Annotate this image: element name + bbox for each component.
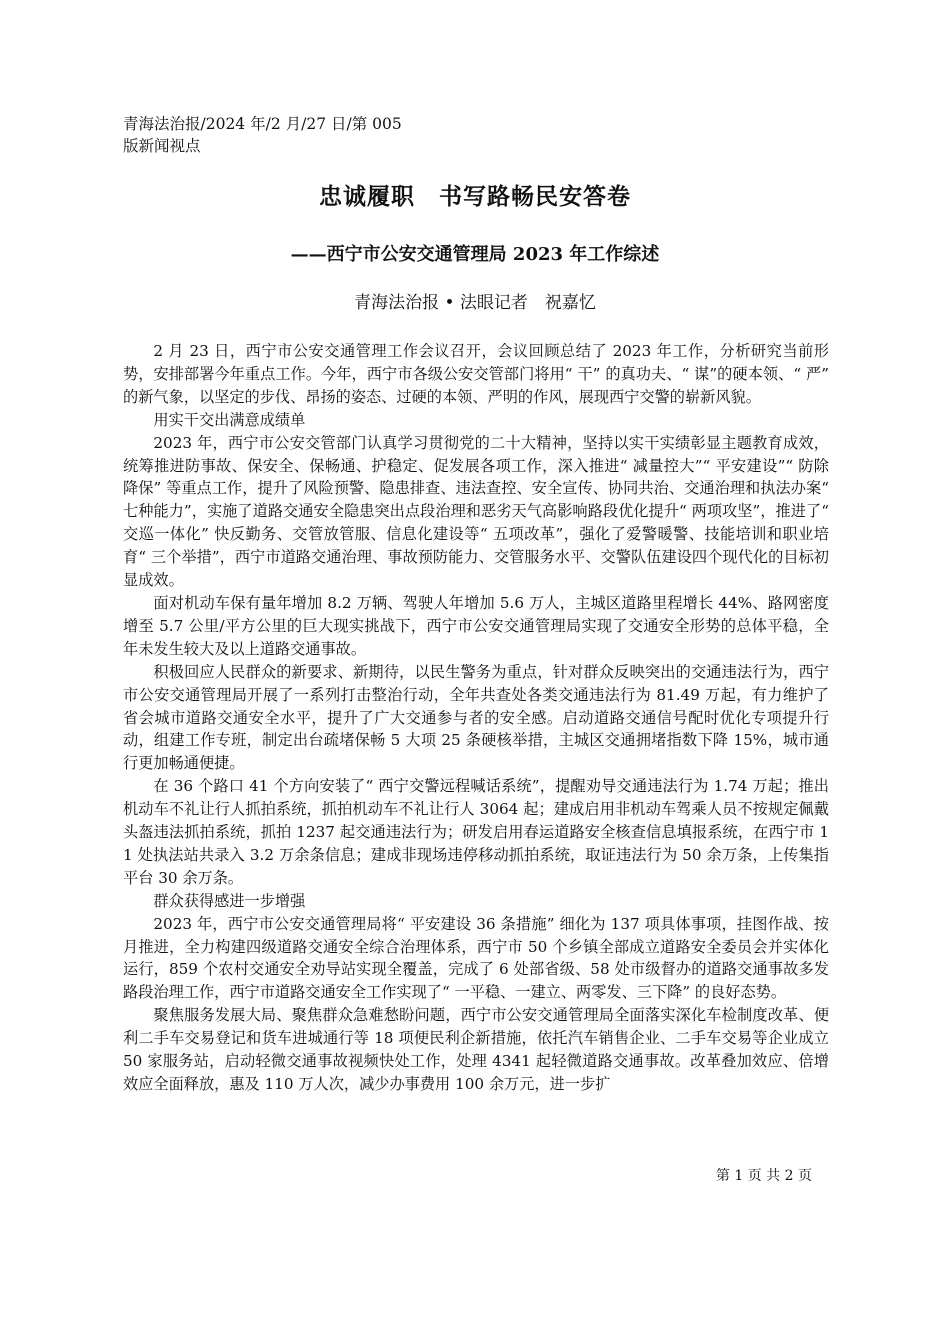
paragraph: 在 36 个路口 41 个方向安装了“ 西宁交警远程喊话系统”，提醒劝导交通违法行为 1.74 万起；推出机动车不礼让行人抓拍系统，抓拍机动车不礼让行人 3064 起；建成启用非机动车驾乘人员不按规定佩戴头盔违法抓拍系统，抓拍 1237 起交通违法行为；研发启用春运道路安全核查信息填报系统，在西宁市 11 处执法站共录入 3.2 万余条信息；建成非现场违停移动抓拍系统，取证违法行为 50 余万条，上传集指平台 30 余万条。 (123, 777, 829, 887)
paragraph: 面对机动车保有量年增加 8.2 万辆、驾驶人年增加 5.6 万人，主城区道路里程增长 44%、路网密度增至 5.7 公里/平方公里的巨大现实挑战下，西宁市公安交通管理局实现了交通安全形势的总体平稳，全年未发生较大及以上道路交通事故。 (123, 593, 829, 658)
section-heading-2: 群众获得感进一步增强 (153, 891, 306, 910)
paragraph-intro: 2 月 23 日，西宁市公安交通管理工作会议召开，会议回顾总结了 2023 年工作，分析研究当前形势，安排部署今年重点工作。今年，西宁市各级公安交管部门将用“ 干” 的真功夫、“ 谋”的硬本领、“ 严” 的新气象，以坚定的步伐、昂扬的姿态、过硬的本领、严明的作风，展现西宁交警的崭新风貌。 (123, 342, 829, 406)
section-heading-1: 用实干交出满意成绩单 (153, 410, 306, 429)
source-line-2: 版新闻视点 (123, 137, 201, 155)
paragraph: 2023 年，西宁市公安交通管理局将“ 平安建设 36 条措施” 细化为 137 项具体事项，挂图作战、按月推进，全力构建四级道路交通安全综合治理体系，西宁市 50 个乡镇全部成立道路安全委员会并实体化运行，859 个农村交通安全劝导站实现全覆盖，完成了 6 处部省级、58 处市级督办的道路交通事故多发路段治理工作，西宁市道路交通安全工作实现了“ 一平稳、一建立、两零发、三下降” 的良好态势。 (123, 914, 829, 1002)
paragraph: 聚焦服务发展大局、聚焦群众急难愁盼问题，西宁市公安交通管理局全面落实深化车检制度改革、便利二手车交易登记和货车进城通行等 18 项便民利企新措施，依托汽车销售企业、二手车交易等企业成立 50 家服务站，启动轻微交通事故视频快处工作，处理 4341 起轻微道路交通事故。改革叠加效应、倍增效应全面释放，惠及 110 万人次，减少办事费用 100 余万元，进一步扩 (123, 1006, 829, 1093)
article-title: 忠诚履职 书写路畅民安答卷 (319, 183, 631, 210)
paragraph: 2023 年，西宁市公安交管部门认真学习贯彻党的二十大精神，坚持以实干实绩彰显主题教育成效，统筹推进防事故、保安全、保畅通、护稳定、促发展各项工作，深入推进“ 减量控大”“ 平安建设”“ 防除降保” 等重点工作，提升了风险预警、隐患排查、违法查控、安全宣传、协同共治、交通治理和执法办案“ 七种能力”，实施了道路交通安全隐患突出点段治理和恶劣天气高影响路段优化提升“ 两项攻坚”，推进了“ 交巡一体化” 快反勤务、交管放管服、信息化建设等“ 五项改革”，强化了爱警暖警、技能培训和职业培育“ 三个举措”，西宁市道路交通治理、事故预防能力、交管服务水平、交警队伍建设四个现代化的目标初显成效。 (123, 433, 829, 590)
source-line (123, 113, 423, 157)
article-subtitle: ——西宁市公安交通管理局 2023 年工作综述 (290, 244, 660, 265)
article-byline: 青海法治报 • 法眼记者 祝嘉忆 (354, 293, 596, 313)
paragraph: 积极回应人民群众的新要求、新期待，以民生警务为重点，针对群众反映突出的交通违法行为，西宁市公安交通管理局开展了一系列打击整治行动，全年共查处各类交通违法行为 81.49 万起，有力维护了省会城市道路交通安全水平，提升了广大交通参与者的安全感。启动道路交通信号配时优化专项提升行动，组建工作专班，制定出台疏堵保畅 5 大项 25 条硬核举措，主城区交通拥堵指数下降 15%，城市通行更加畅通便捷。 (123, 662, 829, 773)
article-body (123, 340, 829, 1096)
source-line-1: 青海法治报/2024 年/2 月/27 日/第 005 (123, 115, 402, 133)
page-number: 第 1 页 共 2 页 (715, 1168, 812, 1184)
